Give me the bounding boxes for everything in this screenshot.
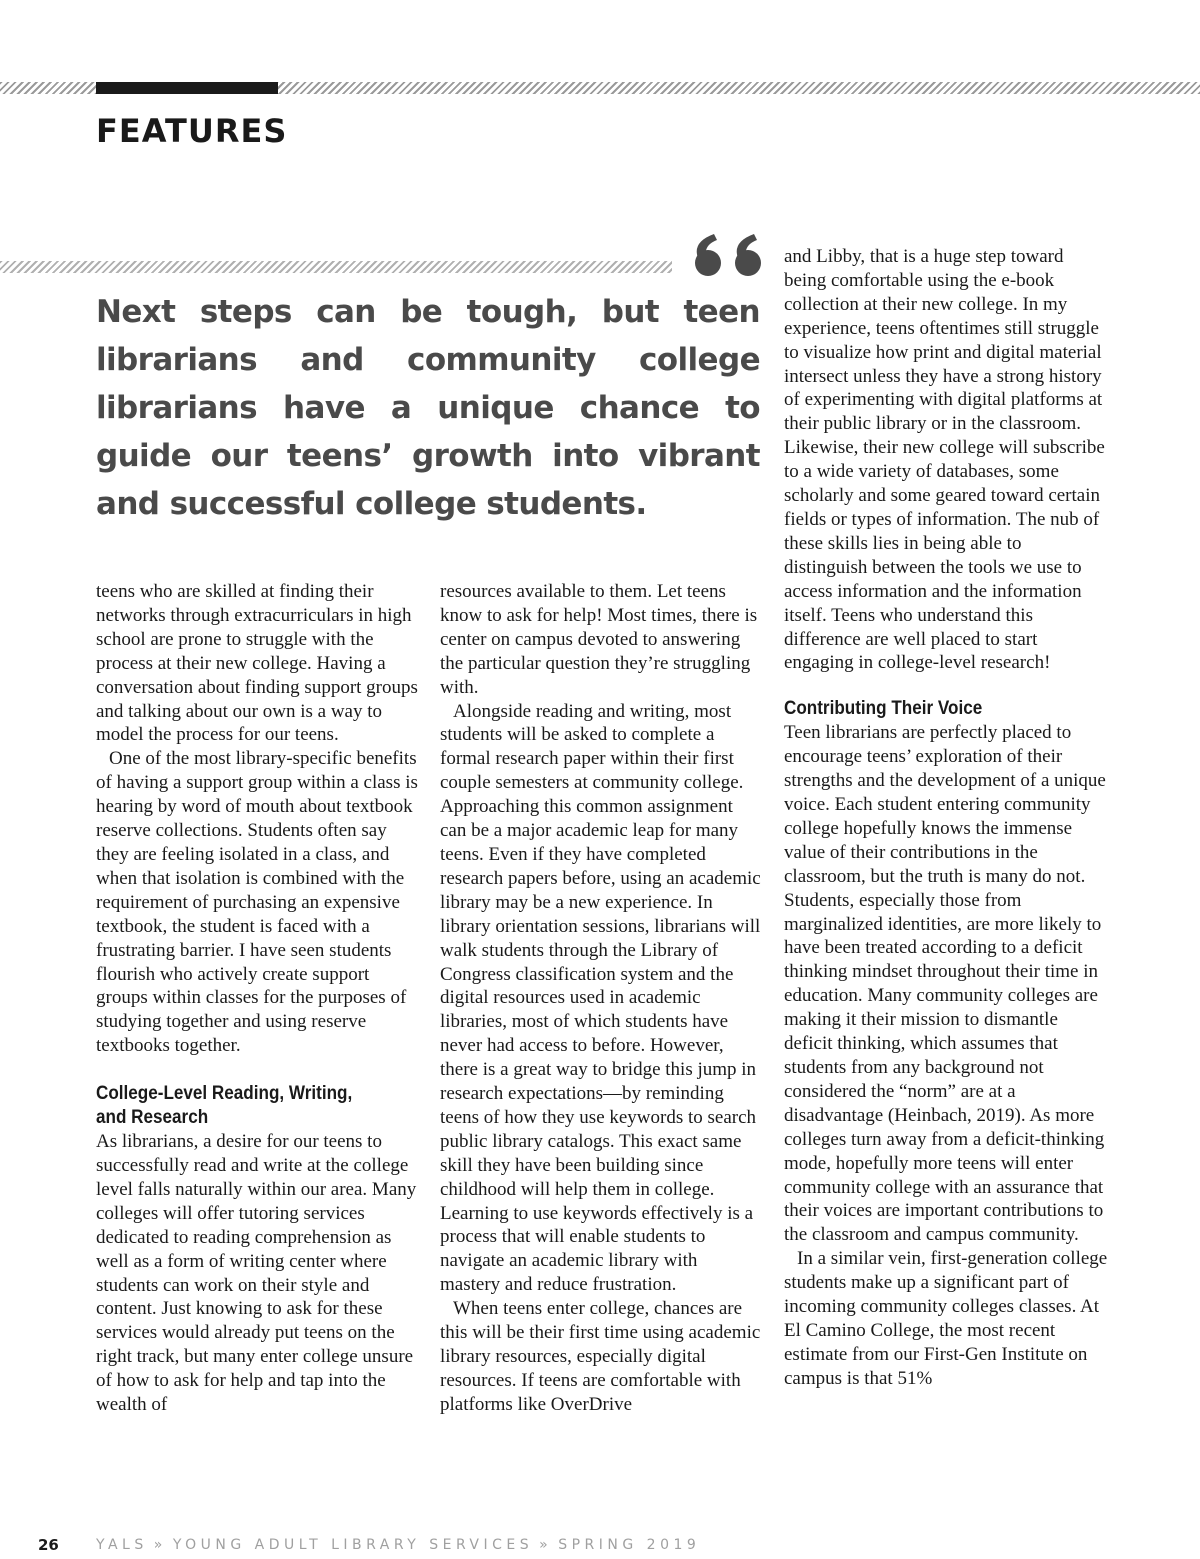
article-column-2	[440, 580, 762, 1417]
paragraph: teens who are skilled at finding their networks through extracurriculars in high school are prone to struggle with the process at their new college. Having a conversation about finding support groups and talking about our own is a way to model the process for our teens.	[96, 581, 418, 746]
paragraph: Teen librarians are perfectly placed to encourage teens’ exploration of their strengths and the development of a unique voice. Each student entering community college hopefully knows the immense value of their contributions in the classroom, but the truth is many do not. Students, especially those from marginalized identities, are more likely to have been treated according to a deficit thinking mindset throughout their time in education. Many community colleges are making it their mission to dismantle deficit thinking, which assumes that students from any background not considered the “norm” are at a disadvantage (Heinbach, 2019). As more colleges turn away from a deficit-thinking mode, hopefully more teens will enter community college with an assurance that their voices are important contributions to the classroom and campus community.	[784, 722, 1106, 1246]
paragraph: In a similar vein, first-generation college students make up a significant part of incoming community colleges classes. At El Camino College, the most recent estimate from our First-Gen Institute on campus is that 51%	[784, 1248, 1108, 1389]
separator-icon: »	[153, 1537, 167, 1553]
paragraph: and Libby, that is a huge step toward being comfortable using the e-book collection at their new college. In my experience, teens oftentimes still struggle to visualize how print and digital material intersect unless they have a strong history of experimenting with digital platforms at their public library or in the classroom. Likewise, their new college will subscribe to a wide variety of databases, some scholarly and some geared toward certain fields or types of information. The nub of these skills lies in being able to distinguish between the tools we use to access information and the information itself. Teens who understand this difference are well placed to start engaging in college-level research!	[784, 246, 1105, 674]
issue-date: SPRING 2019	[558, 1537, 701, 1553]
paragraph: resources available to them. Let teens know to ask for help! Most times, there is center on campus devoted to answering the particular question they’re struggling with.	[440, 581, 758, 698]
publication-name: YOUNG ADULT LIBRARY SERVICES	[172, 1537, 534, 1553]
section-heading: Contributing Their Voice	[784, 698, 983, 720]
paragraph: As librarians, a desire for our teens to successfully read and write at the college level falls naturally within our area. Many colleges will offer tutoring services dedicated to reading comprehension as well as a form of writing center where students can work on their style and content. Just knowing to ask for these services would already put teens on the right track, but many enter college unsure of how to ask for help and tap into the wealth of	[96, 1131, 417, 1416]
paragraph: Alongside reading and writing, most students will be asked to complete a formal research paper within their first couple semesters at community college. Approaching this common assignment can be a major academic leap for many teens. Even if they have completed research papers before, using an academic library may be a new experience. In library orientation sessions, librarians will walk students through the Library of Congress classification system and the digital resources used in academic libraries, most of which students have never had access to before. However, there is a great way to bridge this jump in research expectations—by reminding teens of how they use keywords to search public library catalogs. This exact same skill they have been building since childhood will help them in college. Learning to use keywords effectively is a process that will enable students to navigate an academic library with mastery and reduce frustration.	[440, 700, 761, 1296]
quote-mark-icon	[690, 212, 770, 292]
publication-abbrev: YALS	[96, 1537, 148, 1553]
article-column-3	[784, 245, 1108, 1391]
section-heading: College-Level Reading, Writing, and Research	[96, 1083, 353, 1129]
page-footer	[0, 1534, 1200, 1558]
paragraph: One of the most library-specific benefits of having a support group within a class is hearing by word of mouth about textbook reserve collections. Students often say they are feeling isolated in a class, and when that isolation is combined with the requirement of purchasing an expensive textbook, the student is faced with a frustrating barrier. I have seen students flourish who actively create support groups within classes for the purposes of studying together and using reserve textbooks together.	[96, 748, 418, 1057]
page-number: 26	[38, 1536, 59, 1554]
section-bar	[96, 82, 278, 94]
section-label: FEATURES	[96, 112, 288, 150]
running-title	[96, 1537, 700, 1553]
pull-quote-hatch-rule	[0, 261, 672, 273]
article-column-1	[96, 580, 418, 1417]
pull-quote: Next steps can be tough, but teen librarians and community college librarians have a unique chance to guide our teens’ growth into vibrant and successful college students.	[96, 294, 760, 522]
paragraph: When teens enter college, chances are this will be their first time using academic library resources, especially digital resources. If teens are comfortable with platforms like OverDrive	[440, 1298, 761, 1415]
separator-icon: »	[539, 1537, 553, 1553]
